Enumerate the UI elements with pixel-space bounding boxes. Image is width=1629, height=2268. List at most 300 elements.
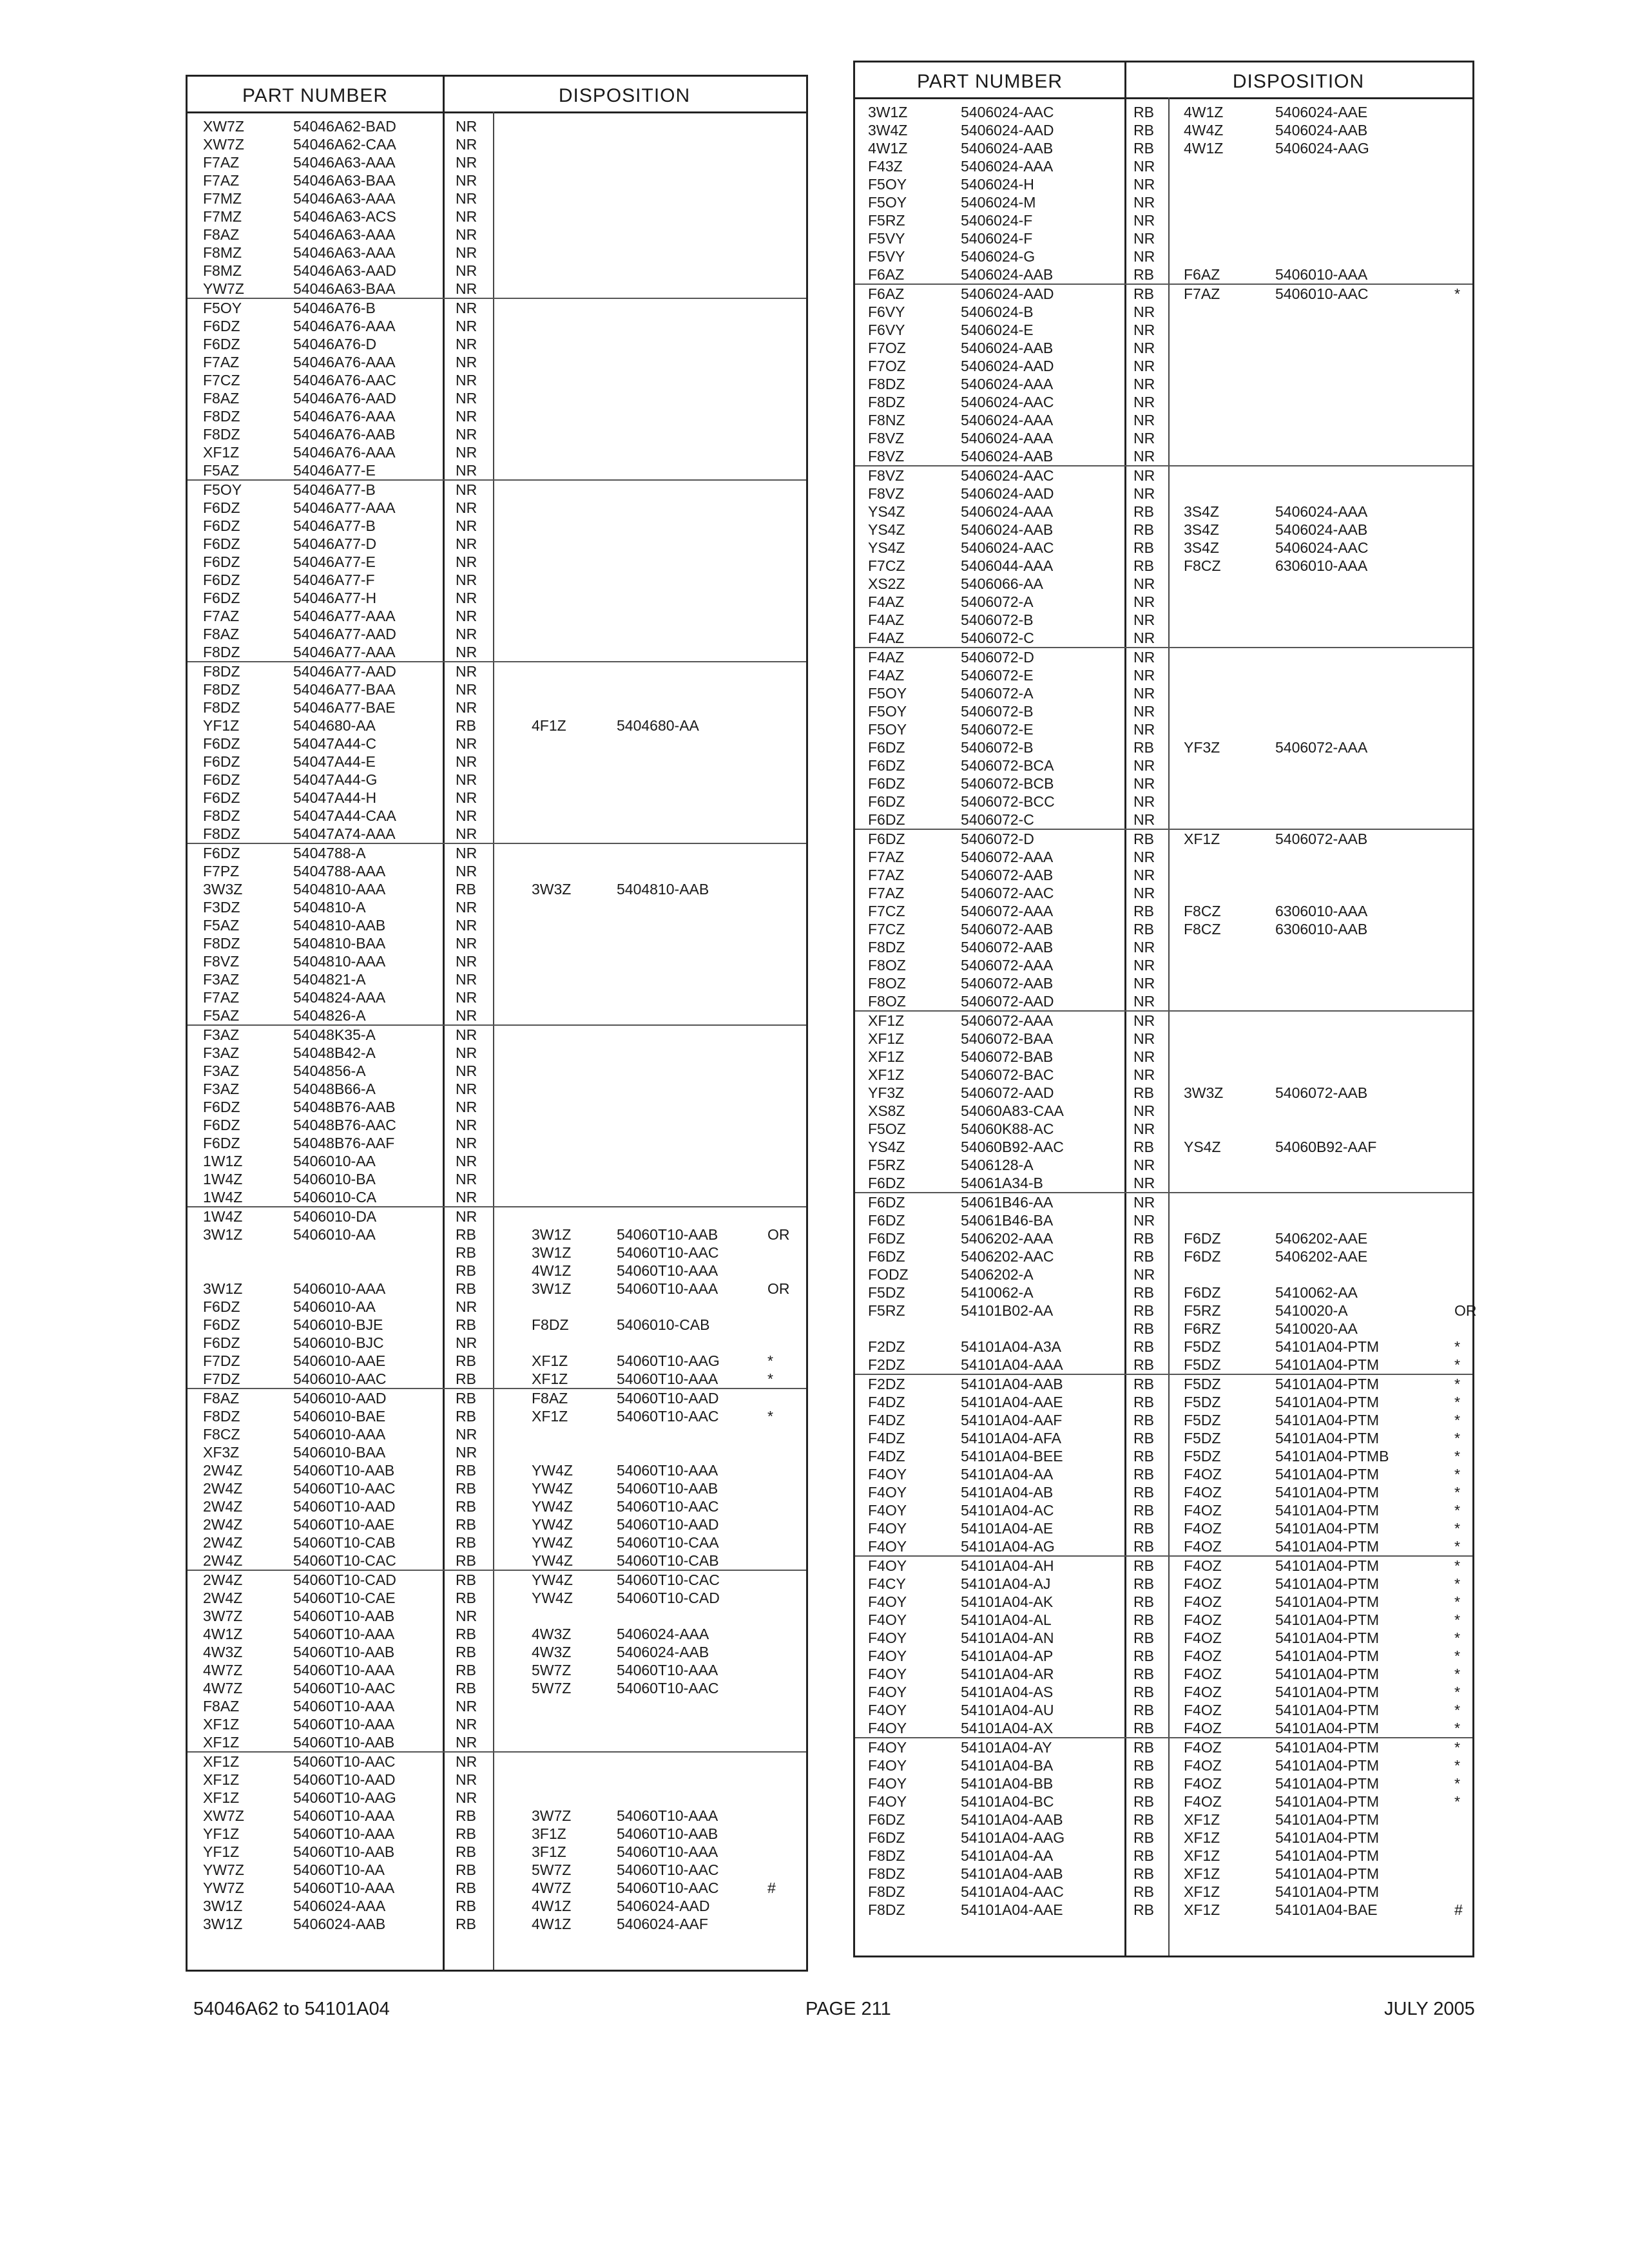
row-disposition-code: NR — [456, 845, 477, 861]
table-row — [188, 1807, 806, 1825]
row-part-number: 54046A77-AAD — [293, 663, 396, 680]
row-prefix: F8OZ — [868, 957, 906, 974]
row-prefix: F2DZ — [868, 1338, 905, 1355]
row-disposition-code: NR — [456, 572, 477, 588]
right-header-part-number: PART NUMBER — [916, 71, 1063, 92]
row-prefix: F5DZ — [868, 1284, 905, 1301]
row-part-number: 54046A77-AAA — [293, 644, 396, 660]
row-disposition-code: RB — [1133, 1629, 1154, 1646]
row-replacement-prefix: F4OZ — [1184, 1575, 1222, 1592]
row-part-number: 54048B76-AAC — [293, 1117, 396, 1133]
row-disposition-code: NR — [1133, 430, 1155, 447]
row-group — [855, 648, 1472, 830]
row-prefix: F6DZ — [203, 753, 240, 770]
table-row — [855, 938, 1472, 956]
table-row — [855, 539, 1472, 557]
row-disposition-code: NR — [1133, 412, 1155, 428]
row-disposition-code: NR — [456, 1334, 477, 1351]
row-disposition-code: NR — [1133, 1266, 1155, 1283]
row-part-number: 5406072-BAB — [961, 1048, 1054, 1065]
right-parts-table — [853, 61, 1477, 1957]
row-part-number: 5406072-AAB — [961, 921, 1054, 937]
row-prefix: F8DZ — [203, 1408, 240, 1425]
row-disposition-code: NR — [456, 735, 477, 752]
row-prefix: F6DZ — [203, 499, 240, 516]
row-prefix: F6AZ — [868, 266, 905, 283]
row-group — [855, 103, 1472, 285]
row-replacement-part: 54101A04-PTM — [1275, 1865, 1380, 1882]
row-part-number: 54060T10-CAC — [293, 1552, 396, 1569]
row-disposition-code: RB — [1133, 1302, 1154, 1319]
row-prefix: F6DZ — [203, 1135, 240, 1151]
row-prefix: F4OY — [868, 1648, 907, 1664]
table-row — [188, 1044, 806, 1062]
row-replacement-part: 54060T10-AAA — [617, 1843, 718, 1860]
row-note: * — [1454, 1520, 1460, 1537]
row-group — [188, 481, 806, 662]
row-prefix: F5OY — [203, 300, 242, 316]
table-row — [188, 353, 806, 371]
row-replacement-part: 54060T10-CAC — [617, 1571, 720, 1588]
row-prefix: F3AZ — [203, 1026, 240, 1043]
row-prefix: 1W4Z — [203, 1189, 243, 1206]
row-replacement-prefix: YW4Z — [532, 1552, 573, 1569]
row-disposition-code: RB — [456, 1662, 476, 1678]
row-replacement-part: 54101A04-PTM — [1275, 1466, 1380, 1483]
row-replacement-prefix: F4OZ — [1184, 1793, 1222, 1810]
row-part-number: 54046A63-AAA — [293, 244, 396, 261]
row-disposition-code: RB — [1133, 1720, 1154, 1736]
table-row — [188, 244, 806, 262]
table-row — [188, 1352, 806, 1370]
row-disposition-code: NR — [456, 1081, 477, 1097]
left-header-disposition: DISPOSITION — [558, 85, 691, 106]
table-row — [188, 1389, 806, 1407]
row-disposition-code: NR — [456, 172, 477, 189]
row-replacement-prefix: 5W7Z — [532, 1861, 572, 1878]
row-replacement-prefix: F5DZ — [1184, 1430, 1221, 1446]
row-prefix: 2W4Z — [203, 1498, 243, 1515]
row-prefix: F4DZ — [868, 1448, 905, 1465]
row-part-number: 5404810-AAA — [293, 881, 386, 898]
row-replacement-prefix: F8CZ — [1184, 903, 1221, 919]
row-disposition-code: RB — [456, 1552, 476, 1569]
row-disposition-code: NR — [456, 989, 477, 1006]
row-note: OR — [767, 1280, 790, 1297]
table-row — [188, 1897, 806, 1915]
row-prefix: F6DZ — [203, 553, 240, 570]
row-prefix: YF1Z — [203, 717, 240, 734]
row-replacement-prefix: XF1Z — [1184, 1901, 1220, 1918]
row-part-number: 54101A04-AG — [961, 1538, 1055, 1555]
row-replacement-part: 5410020-A — [1275, 1302, 1348, 1319]
row-disposition-code: NR — [456, 244, 477, 261]
row-disposition-code: RB — [1133, 1430, 1154, 1446]
row-part-number: 54101A04-AL — [961, 1611, 1052, 1628]
row-disposition-code: RB — [456, 1244, 476, 1261]
row-part-number: 5406072-AAA — [961, 903, 1054, 919]
table-row — [188, 1407, 806, 1425]
row-part-number: 54046A77-BAE — [293, 699, 396, 716]
table-row — [855, 738, 1472, 756]
row-disposition-code: NR — [456, 1135, 477, 1151]
row-part-number: 54047A44-C — [293, 735, 377, 752]
row-prefix: 3W3Z — [203, 881, 243, 898]
row-replacement-prefix: F4OZ — [1184, 1720, 1222, 1736]
left-table-header — [188, 77, 806, 113]
row-disposition-code: RB — [456, 1861, 476, 1878]
table-row — [855, 611, 1472, 629]
table-row — [188, 1753, 806, 1771]
row-prefix: F6VY — [868, 303, 905, 320]
row-disposition-code: RB — [1133, 1883, 1154, 1900]
row-disposition-code: NR — [1133, 194, 1155, 211]
table-row — [188, 1733, 806, 1751]
row-replacement-part: 54060T10-AAC — [617, 1498, 719, 1515]
row-replacement-prefix: F4OZ — [1184, 1593, 1222, 1610]
table-row — [855, 1084, 1472, 1102]
row-replacement-prefix: XF1Z — [532, 1370, 568, 1387]
row-prefix: YS4Z — [868, 539, 905, 556]
table-row — [188, 1771, 806, 1789]
table-row — [188, 643, 806, 661]
table-row — [188, 189, 806, 207]
row-prefix: F7AZ — [203, 608, 240, 624]
row-disposition-code: NR — [1133, 358, 1155, 374]
row-disposition-code: RB — [1133, 1575, 1154, 1592]
table-row — [188, 662, 806, 680]
row-replacement-prefix: F6RZ — [1184, 1320, 1221, 1337]
row-disposition-code: NR — [456, 1753, 477, 1770]
row-note: * — [767, 1408, 773, 1425]
row-part-number: 54046A76-D — [293, 336, 377, 352]
row-disposition-code: RB — [1133, 1084, 1154, 1101]
row-part-number: 54046A63-AAD — [293, 262, 396, 279]
row-disposition-code: NR — [1133, 1157, 1155, 1173]
row-replacement-part: 54101A04-PTM — [1275, 1356, 1380, 1373]
row-part-number: 5406010-BA — [293, 1171, 376, 1187]
row-group — [188, 662, 806, 844]
row-prefix: F8OZ — [868, 975, 906, 992]
row-group — [188, 1571, 806, 1753]
row-note: * — [1454, 1538, 1460, 1555]
row-prefix: F4OY — [868, 1484, 907, 1501]
row-prefix: F7DZ — [203, 1352, 240, 1369]
row-prefix: F6VY — [868, 322, 905, 338]
row-part-number: 54060T10-AAB — [293, 1608, 395, 1624]
row-prefix: F43Z — [868, 158, 903, 175]
row-replacement-prefix: F4OZ — [1184, 1502, 1222, 1519]
row-replacement-prefix: XF1Z — [532, 1408, 568, 1425]
row-replacement-prefix: 3W3Z — [1184, 1084, 1224, 1101]
row-disposition-code: NR — [456, 953, 477, 970]
row-prefix: F2DZ — [868, 1356, 905, 1373]
table-row — [855, 1847, 1472, 1865]
row-disposition-code: RB — [1133, 1739, 1154, 1756]
row-part-number: 54101A04-BEE — [961, 1448, 1063, 1465]
row-disposition-code: NR — [1133, 1066, 1155, 1083]
table-row — [188, 1006, 806, 1024]
row-part-number: 54101A04-AAB — [961, 1865, 1063, 1882]
row-prefix: F6AZ — [868, 285, 905, 302]
row-prefix: F4OY — [868, 1666, 907, 1682]
table-row — [855, 1756, 1472, 1774]
row-replacement-part: 54060T10-AAB — [617, 1480, 718, 1497]
table-row — [188, 1843, 806, 1861]
row-prefix: F8DZ — [203, 408, 240, 425]
row-disposition-code: NR — [456, 136, 477, 153]
row-disposition-code: NR — [1133, 322, 1155, 338]
table-row — [188, 1679, 806, 1697]
row-prefix: F4OY — [868, 1502, 907, 1519]
row-part-number: 5406024-F — [961, 230, 1033, 247]
table-row — [188, 553, 806, 571]
row-disposition-code: NR — [1133, 1175, 1155, 1191]
row-part-number: 54046A62-CAA — [293, 136, 396, 153]
row-prefix: F4OY — [868, 1611, 907, 1628]
row-disposition-code: RB — [1133, 1448, 1154, 1465]
row-prefix: YF1Z — [203, 1843, 240, 1860]
row-disposition-code: RB — [1133, 557, 1154, 574]
row-part-number: 5406024-AAA — [961, 430, 1054, 447]
row-part-number: 5406202-AAC — [961, 1248, 1054, 1265]
row-disposition-code: RB — [1133, 1320, 1154, 1337]
row-prefix: 3W1Z — [203, 1280, 243, 1297]
row-replacement-part: 54060T10-AAA — [617, 1807, 718, 1824]
row-prefix: F4AZ — [868, 667, 905, 684]
row-disposition-code: NR — [1133, 867, 1155, 883]
row-part-number: 54060T10-AAA — [293, 1626, 395, 1642]
row-prefix: F5OY — [868, 721, 907, 738]
row-replacement-part: 54060T10-CAB — [617, 1552, 719, 1569]
table-row — [855, 1665, 1472, 1683]
row-replacement-part: 54101A04-PTM — [1275, 1502, 1380, 1519]
row-prefix: F8AZ — [203, 626, 240, 642]
row-prefix: F7CZ — [868, 921, 905, 937]
row-replacement-prefix: F8AZ — [532, 1390, 568, 1407]
row-prefix: F6DZ — [868, 1212, 905, 1229]
row-disposition-code: NR — [456, 771, 477, 788]
row-note: * — [1454, 1593, 1460, 1610]
row-prefix: F6DZ — [868, 831, 905, 847]
row-disposition-code: NR — [456, 663, 477, 680]
row-note: # — [1454, 1901, 1463, 1918]
table-row — [855, 1611, 1472, 1629]
row-part-number: 54060T10-AAC — [293, 1480, 396, 1497]
table-row — [855, 756, 1472, 774]
table-row — [188, 571, 806, 589]
row-part-number: 5406010-AAC — [293, 1370, 387, 1387]
row-disposition-code: NR — [456, 1426, 477, 1443]
row-disposition-code: NR — [456, 1789, 477, 1806]
row-prefix: XF3Z — [203, 1444, 240, 1461]
row-part-number: 54046A77-AAD — [293, 626, 396, 642]
row-part-number: 5410062-A — [961, 1284, 1034, 1301]
row-disposition-code: NR — [456, 318, 477, 334]
row-part-number: 54060T10-CAB — [293, 1534, 396, 1551]
row-prefix: F6DZ — [203, 517, 240, 534]
row-disposition-code: NR — [1133, 811, 1155, 828]
row-prefix: 3W1Z — [203, 1226, 243, 1243]
row-replacement-part: 54101A04-PTM — [1275, 1338, 1380, 1355]
table-row — [855, 992, 1472, 1010]
table-row — [188, 1262, 806, 1280]
table-row — [855, 1829, 1472, 1847]
row-prefix: XS2Z — [868, 575, 905, 592]
row-part-number: 5406072-B — [961, 703, 1034, 720]
row-prefix: F5OY — [868, 194, 907, 211]
row-part-number: 54101A04-AAF — [961, 1412, 1063, 1428]
table-row — [188, 771, 806, 789]
row-disposition-code: RB — [1133, 1284, 1154, 1301]
row-part-number: 5406010-AA — [293, 1226, 376, 1243]
row-replacement-part: 54101A04-PTM — [1275, 1702, 1380, 1718]
row-part-number: 54060A83-CAA — [961, 1102, 1064, 1119]
row-prefix: F4AZ — [868, 649, 905, 666]
row-prefix: F6DZ — [203, 1117, 240, 1133]
row-part-number: 54101A04-BC — [961, 1793, 1054, 1810]
table-row — [855, 1174, 1472, 1192]
row-part-number: 54101B02-AA — [961, 1302, 1054, 1319]
row-disposition-code: RB — [456, 1807, 476, 1824]
row-replacement-prefix: 3W1Z — [532, 1280, 572, 1297]
row-prefix: YW7Z — [203, 1861, 244, 1878]
row-replacement-prefix: 3F1Z — [532, 1825, 566, 1842]
row-disposition-code: NR — [456, 1716, 477, 1733]
row-prefix: F5VY — [868, 248, 905, 265]
row-part-number: 5406024-AAB — [961, 266, 1054, 283]
table-row — [188, 1370, 806, 1388]
row-disposition-code: NR — [456, 681, 477, 698]
table-row — [855, 1138, 1472, 1156]
row-part-number: 54046A63-AAA — [293, 226, 396, 243]
row-disposition-code: NR — [1133, 939, 1155, 956]
row-prefix: F6DZ — [868, 739, 905, 756]
row-replacement-part: 54101A04-PTM — [1275, 1557, 1380, 1574]
row-part-number: 54060T10-AA — [293, 1861, 385, 1878]
row-disposition-code: NR — [456, 626, 477, 642]
table-row — [188, 1879, 806, 1897]
table-row — [855, 720, 1472, 738]
row-replacement-part: 5410062-AA — [1275, 1284, 1358, 1301]
row-replacement-part: 54101A04-PTM — [1275, 1430, 1380, 1446]
table-row — [188, 1443, 806, 1461]
row-replacement-prefix: 4W7Z — [532, 1879, 572, 1896]
table-row — [855, 121, 1472, 139]
row-disposition-code: NR — [456, 154, 477, 171]
table-row — [188, 1479, 806, 1497]
table-row — [855, 593, 1472, 611]
row-disposition-code: NR — [456, 1444, 477, 1461]
row-part-number: 5404680-AA — [293, 717, 376, 734]
row-part-number: 54101A04-AAG — [961, 1829, 1065, 1846]
row-part-number: 5406010-DA — [293, 1208, 377, 1225]
row-prefix: F8DZ — [203, 426, 240, 443]
row-disposition-code: NR — [456, 262, 477, 279]
row-replacement-prefix: F4OZ — [1184, 1702, 1222, 1718]
row-replacement-prefix: YW4Z — [532, 1590, 573, 1606]
row-replacement-prefix: F5DZ — [1184, 1448, 1221, 1465]
row-replacement-prefix: YW4Z — [532, 1480, 573, 1497]
row-part-number: 5406024-M — [961, 194, 1036, 211]
row-part-number: 5404810-BAA — [293, 935, 386, 952]
row-part-number: 54046A76-AAA — [293, 408, 396, 425]
row-replacement-part: 54101A04-PTM — [1275, 1520, 1380, 1537]
row-part-number: 5406072-BCA — [961, 757, 1054, 774]
row-disposition-code: RB — [456, 1352, 476, 1369]
row-part-number: 5406024-E — [961, 322, 1034, 338]
row-disposition-code: RB — [1133, 122, 1154, 139]
row-disposition-code: NR — [1133, 303, 1155, 320]
row-disposition-code: RB — [1133, 1757, 1154, 1774]
row-disposition-code: RB — [1133, 104, 1154, 120]
table-row — [855, 866, 1472, 884]
row-replacement-part: 5404810-AAB — [617, 881, 709, 898]
row-replacement-prefix: F5DZ — [1184, 1338, 1221, 1355]
row-part-number: 54047A44-H — [293, 789, 377, 806]
row-replacement-part: 54060T10-AAA — [617, 1370, 718, 1387]
row-part-number: 54060T10-CAE — [293, 1590, 396, 1606]
row-note: * — [1454, 1648, 1460, 1664]
row-replacement-part: 5406072-AAB — [1275, 831, 1368, 847]
table-row — [188, 517, 806, 535]
row-part-number: 54046A77-F — [293, 572, 375, 588]
row-prefix: F4OY — [868, 1538, 907, 1555]
row-disposition-code: NR — [1133, 376, 1155, 392]
row-prefix: F7AZ — [868, 885, 905, 901]
table-row — [188, 1188, 806, 1206]
row-disposition-code: NR — [456, 1698, 477, 1715]
row-prefix: XF1Z — [868, 1048, 905, 1065]
row-replacement-part: 5406024-AAB — [617, 1644, 709, 1660]
row-part-number: 5406072-D — [961, 649, 1034, 666]
row-prefix: F4AZ — [868, 611, 905, 628]
row-prefix: F6DZ — [868, 793, 905, 810]
row-disposition-code: NR — [456, 1189, 477, 1206]
row-disposition-code: NR — [456, 300, 477, 316]
row-disposition-code: NR — [456, 590, 477, 606]
row-note: * — [1454, 1356, 1460, 1373]
row-prefix: XF1Z — [868, 1012, 905, 1029]
row-part-number: 54101A04-AAB — [961, 1811, 1063, 1828]
row-prefix: XS8Z — [868, 1102, 905, 1119]
table-row — [188, 753, 806, 771]
row-disposition-code: NR — [456, 208, 477, 225]
row-replacement-prefix: F5RZ — [1184, 1302, 1221, 1319]
row-disposition-code: RB — [456, 1916, 476, 1932]
row-prefix: F8DZ — [868, 376, 905, 392]
row-replacement-prefix: 4W1Z — [532, 1898, 572, 1914]
table-row — [855, 1447, 1472, 1465]
row-part-number: 54101A04-AAA — [961, 1356, 1063, 1373]
row-part-number: 54101A04-AFA — [961, 1430, 1062, 1446]
row-prefix: F8DZ — [868, 1865, 905, 1882]
row-disposition-code: NR — [1133, 248, 1155, 265]
row-disposition-code: RB — [1133, 1648, 1154, 1664]
table-row — [188, 1789, 806, 1807]
table-row — [855, 1229, 1472, 1247]
table-row — [188, 1334, 806, 1352]
row-part-number: 54046A77-B — [293, 481, 376, 498]
row-prefix: F4DZ — [868, 1430, 905, 1446]
row-part-number: 5406072-AAA — [961, 957, 1054, 974]
row-replacement-prefix: F4OZ — [1184, 1684, 1222, 1700]
row-note: * — [1454, 1394, 1460, 1410]
row-part-number: 54060T10-AAA — [293, 1662, 395, 1678]
row-part-number: 5406024-AAB — [961, 521, 1054, 538]
row-part-number: 54061B46-AA — [961, 1194, 1054, 1211]
row-part-number: 54046A77-BAA — [293, 681, 396, 698]
